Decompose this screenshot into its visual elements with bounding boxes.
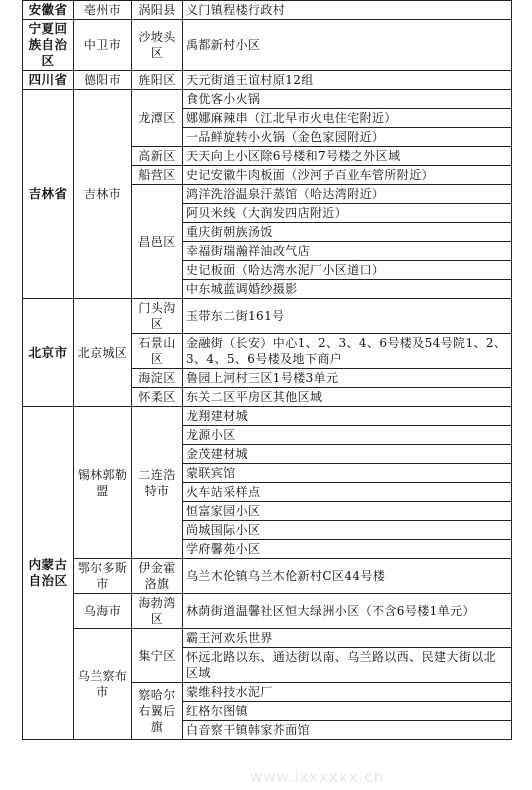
province-cell: 四川省 xyxy=(23,71,74,90)
city-cell: 德阳市 xyxy=(74,71,132,90)
table-body xyxy=(23,1,512,740)
city-cell: 乌兰察布市 xyxy=(74,629,132,740)
district-cell: 旌阳区 xyxy=(132,71,183,90)
address-cell: 东关二区平房区其他区域 xyxy=(183,388,512,407)
table-row xyxy=(23,71,512,90)
address-cell: 史记安徽牛肉板面（沙河子百业车管所附近） xyxy=(183,166,512,185)
district-cell: 集宁区 xyxy=(132,629,183,683)
city-cell: 北京城区 xyxy=(74,299,132,407)
district-cell: 伊金霍洛旗 xyxy=(132,559,183,594)
table-row xyxy=(23,20,512,71)
city-cell: 鄂尔多斯市 xyxy=(74,559,132,594)
table-row xyxy=(23,299,512,334)
district-cell: 船营区 xyxy=(132,166,183,185)
risk-area-table xyxy=(22,0,512,740)
address-cell: 禹都新村小区 xyxy=(183,20,512,71)
address-cell: 鸿洋洗浴温泉汗蒸馆（哈达湾附近） xyxy=(183,185,512,204)
table-row xyxy=(23,629,512,648)
address-cell: 蒙维科技水泥厂 xyxy=(183,683,512,702)
address-cell: 一品鲜旋转小火锅（金色家园附近） xyxy=(183,128,512,147)
district-cell: 龙潭区 xyxy=(132,90,183,147)
district-cell: 海淀区 xyxy=(132,369,183,388)
address-cell: 玉带东二街161号 xyxy=(183,299,512,334)
watermark: www.ixxxxxx.cn xyxy=(250,768,385,786)
address-cell: 中东城蓝调婚纱摄影 xyxy=(183,280,512,299)
district-cell: 沙坡头区 xyxy=(132,20,183,71)
district-cell: 昌邑区 xyxy=(132,185,183,299)
address-cell: 金融街（长安）中心1、2、3、4、6号楼及54号院1、2、3、4、5、6号楼及地下商户 xyxy=(183,334,512,369)
address-cell: 乌兰木伦镇乌兰木伦新村C区44号楼 xyxy=(183,559,512,594)
province-cell: 吉林省 xyxy=(23,90,74,299)
district-cell: 门头沟区 xyxy=(132,299,183,334)
address-cell: 蒙联宾馆 xyxy=(183,464,512,483)
address-cell: 食优客小火锅 xyxy=(183,90,512,109)
address-cell: 重庆街朝族汤饭 xyxy=(183,223,512,242)
address-cell: 火车站采样点 xyxy=(183,483,512,502)
address-cell: 龙翔建材城 xyxy=(183,407,512,426)
city-cell: 乌海市 xyxy=(74,594,132,629)
table-row xyxy=(23,407,512,426)
province-cell: 内蒙古自治区 xyxy=(23,407,74,740)
province-cell: 宁夏回族自治区 xyxy=(23,20,74,71)
address-cell: 怀远北路以东、通达街以南、乌兰路以西、民建大街以北区域 xyxy=(183,648,512,683)
address-cell: 金茂建材城 xyxy=(183,445,512,464)
table-row xyxy=(23,559,512,594)
address-cell: 恒富家园小区 xyxy=(183,502,512,521)
district-cell: 石景山区 xyxy=(132,334,183,369)
address-cell: 龙源小区 xyxy=(183,426,512,445)
district-cell: 二连浩特市 xyxy=(132,407,183,559)
table-row xyxy=(23,1,512,20)
city-cell: 中卫市 xyxy=(74,20,132,71)
address-cell: 娜娜麻辣串（江北早市火电住宅附近） xyxy=(183,109,512,128)
address-cell: 阿贝米线（大润发四店附近） xyxy=(183,204,512,223)
address-cell: 天天向上小区除6号楼和7号楼之外区域 xyxy=(183,147,512,166)
table-row xyxy=(23,594,512,629)
address-cell: 白音察干镇韩家芥面馆 xyxy=(183,721,512,740)
district-cell: 海勃湾区 xyxy=(132,594,183,629)
city-cell: 锡林郭勒盟 xyxy=(74,407,132,559)
address-cell: 林荫街道温馨社区恒大绿洲小区（不含6号楼1单元） xyxy=(183,594,512,629)
city-cell: 亳州市 xyxy=(74,1,132,20)
address-cell: 鲁园上河村三区1号楼3单元 xyxy=(183,369,512,388)
district-cell: 察哈尔右翼后旗 xyxy=(132,683,183,740)
table-row xyxy=(23,90,512,109)
district-cell: 高新区 xyxy=(132,147,183,166)
address-cell: 天元街道王谊村原12组 xyxy=(183,71,512,90)
address-cell: 学府馨苑小区 xyxy=(183,540,512,559)
page xyxy=(22,0,512,786)
address-cell: 幸福街瑞瀚祥油改气店 xyxy=(183,242,512,261)
address-cell: 红格尔图镇 xyxy=(183,702,512,721)
district-cell: 怀柔区 xyxy=(132,388,183,407)
district-cell: 涡阳县 xyxy=(132,1,183,20)
address-cell: 尚城国际小区 xyxy=(183,521,512,540)
address-cell: 义门镇程楼行政村 xyxy=(183,1,512,20)
address-cell: 史记板面（哈达湾水泥厂小区道口） xyxy=(183,261,512,280)
province-cell: 安徽省 xyxy=(23,1,74,20)
city-cell: 吉林市 xyxy=(74,90,132,299)
province-cell: 北京市 xyxy=(23,299,74,407)
address-cell: 霸王河欢乐世界 xyxy=(183,629,512,648)
